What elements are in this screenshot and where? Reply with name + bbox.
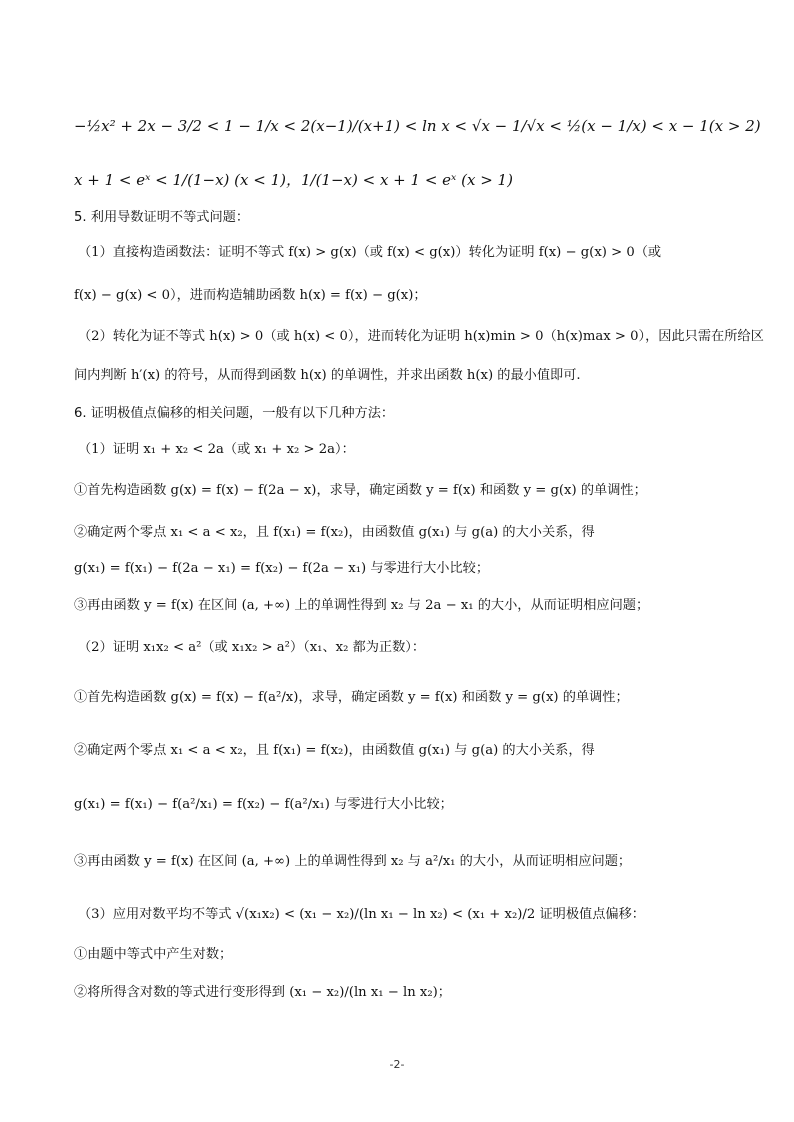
paragraph-line: ①首先构造函数 g(x) = f(x) − f(2a − x)，求导，确定函数 y = f(x) 和函数 y = g(x) 的单调性；	[74, 483, 647, 498]
paragraph-line: 间内判断 h′(x) 的符号，从而得到函数 h(x) 的单调性，并求出函数 h(x) 的最小值即可.	[74, 368, 581, 383]
page-number: -2-	[389, 1058, 405, 1071]
exponential-inequality-line: x + 1 < eˣ < 1/(1−x) (x < 1)，1/(1−x) < x + 1 < eˣ (x > 1)	[74, 171, 513, 189]
paragraph-line: ③再由函数 y = f(x) 在区间 (a, +∞) 上的单调性得到 x₂ 与 a²/x₁ 的大小，从而证明相应问题；	[74, 854, 632, 869]
paragraph-line: （3）应用对数平均不等式 √(x₁x₂) < (x₁ − x₂)/(ln x₁ − ln x₂) < (x₁ + x₂)/2 证明极值点偏移：	[78, 907, 645, 922]
paragraph-line: （2）转化为证不等式 h(x) > 0（或 h(x) < 0），进而转化为证明 h(x)min > 0（h(x)max > 0），因此只需在所给区	[78, 329, 764, 344]
paragraph-line: ②将所得含对数的等式进行变形得到 (x₁ − x₂)/(ln x₁ − ln x₂)；	[74, 985, 451, 1000]
paragraph-line: ①首先构造函数 g(x) = f(x) − f(a²/x)，求导，确定函数 y = f(x) 和函数 y = g(x) 的单调性；	[74, 690, 629, 705]
inequality-chain-line: −½x² + 2x − 3/2 < 1 − 1/x < 2(x−1)/(x+1) < ln x < √x − 1/√x < ½(x − 1/x) < x − 1(x > 2)	[74, 117, 761, 135]
paragraph-line: ②确定两个零点 x₁ < a < x₂，且 f(x₁) = f(x₂)，由函数值 g(x₁) 与 g(a) 的大小关系，得	[74, 743, 595, 758]
paragraph-line: g(x₁) = f(x₁) − f(2a − x₁) = f(x₂) − f(2a − x₁) 与零进行大小比较；	[74, 561, 490, 576]
paragraph-line: ①由题中等式中产生对数；	[74, 947, 233, 962]
paragraph-line: （1）直接构造函数法：证明不等式 f(x) > g(x)（或 f(x) < g(x)）转化为证明 f(x) − g(x) > 0（或	[78, 245, 662, 260]
section-6-heading: 6. 证明极值点偏移的相关问题，一般有以下几种方法：	[74, 406, 395, 421]
paragraph-line: g(x₁) = f(x₁) − f(a²/x₁) = f(x₂) − f(a²/x₁) 与零进行大小比较；	[74, 797, 453, 812]
paragraph-line: ③再由函数 y = f(x) 在区间 (a, +∞) 上的单调性得到 x₂ 与 2a − x₁ 的大小，从而证明相应问题；	[74, 598, 650, 613]
paragraph-line: f(x) − g(x) < 0），进而构造辅助函数 h(x) = f(x) − g(x)；	[74, 288, 427, 303]
section-5-heading: 5. 利用导数证明不等式问题：	[74, 210, 250, 225]
paragraph-line: ②确定两个零点 x₁ < a < x₂，且 f(x₁) = f(x₂)，由函数值 g(x₁) 与 g(a) 的大小关系，得	[74, 525, 595, 540]
paragraph-line: （2）证明 x₁x₂ < a²（或 x₁x₂ > a²）（x₁、x₂ 都为正数）：	[78, 640, 426, 655]
paragraph-line: （1）证明 x₁ + x₂ < 2a（或 x₁ + x₂ > 2a）：	[78, 442, 355, 457]
